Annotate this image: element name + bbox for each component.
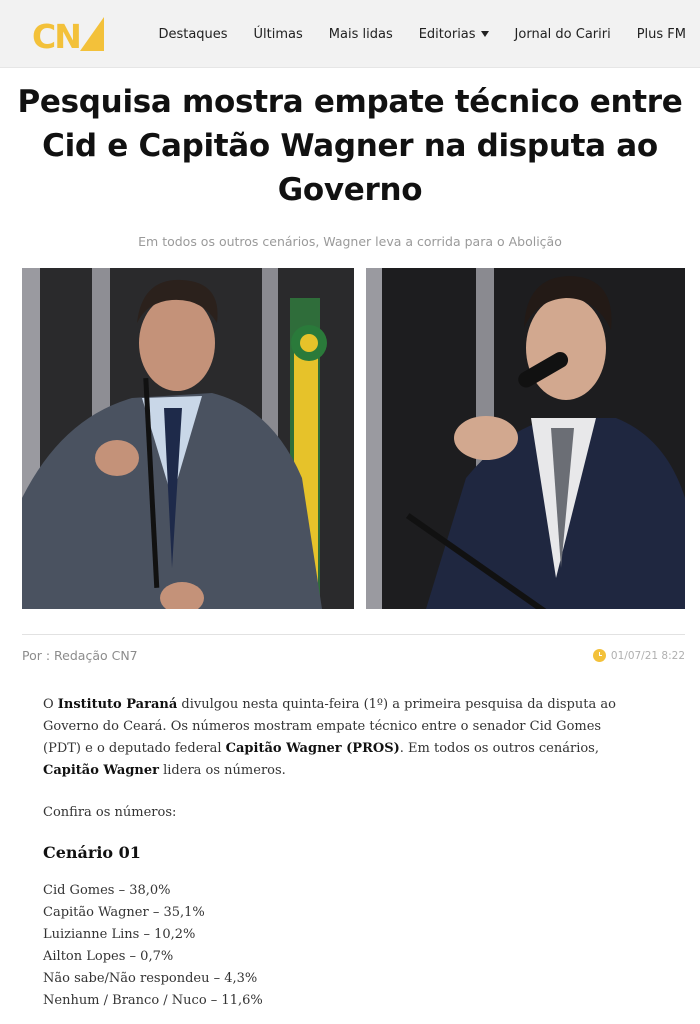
confira-label: Confira os números: [43,805,177,820]
scenario-title: Cenário 01 [43,843,141,862]
list-item: Capitão Wagner – 35,1% [43,905,205,920]
list-item: Nenhum / Branco / Nuco – 11,6% [43,993,263,1008]
article-headline: Pesquisa mostra empate técnico entre Cid e Capitão Wagner na disputa ao Governo [17,84,683,208]
site-header [0,0,700,68]
article-date: 01/07/21 8:22 [610,649,685,662]
photo-capitao-wagner [366,268,685,609]
main-nav [158,0,700,68]
nav-mais-lidas[interactable]: Mais lidas [328,26,393,42]
nav-plus-fm[interactable]: Plus FM [636,26,686,42]
article-paragraph: O Instituto Paraná divulgou nesta quinta-feira (1º) a primeira pesquisa da disputa ao Governo do Ceará. Os números mostram empate técnico entre o senador Cid Gomes (PDT) e o deputado federal Capitão Wagner (PROS). Em todos os outros cenários, Capitão Wagner lidera os números. [43,697,616,778]
article-body [43,694,643,782]
article-byline: Por : Redação CN7 [22,648,138,663]
photo-cid-gomes [22,268,354,609]
clock-icon [593,649,606,662]
results-list [43,880,263,1012]
list-item: Não sabe/Não respondeu – 4,3% [43,971,258,986]
nav-editorias[interactable]: Editorias [419,27,489,42]
article-date-block [593,649,685,662]
svg-text:CN: CN [32,17,80,55]
bold-text: Instituto Paraná [57,697,178,712]
list-item: Luizianne Lins – 10,2% [43,927,196,942]
byline-divider [22,634,685,635]
nav-jornal-do-cariri[interactable]: Jornal do Cariri [514,26,611,42]
bold-text: Capitão Wagner [43,763,159,778]
list-item: Cid Gomes – 38,0% [43,883,171,898]
nav-destaques[interactable]: Destaques [158,26,228,42]
bold-text: Capitão Wagner (PROS) [225,741,400,756]
cn7-logo[interactable] [32,15,106,55]
list-item: Ailton Lopes – 0,7% [43,949,174,964]
article-subtitle: Em todos os outros cenários, Wagner leva a corrida para o Abolição [138,234,562,249]
chevron-down-icon [481,31,489,37]
nav-ultimas[interactable]: Últimas [253,26,303,42]
